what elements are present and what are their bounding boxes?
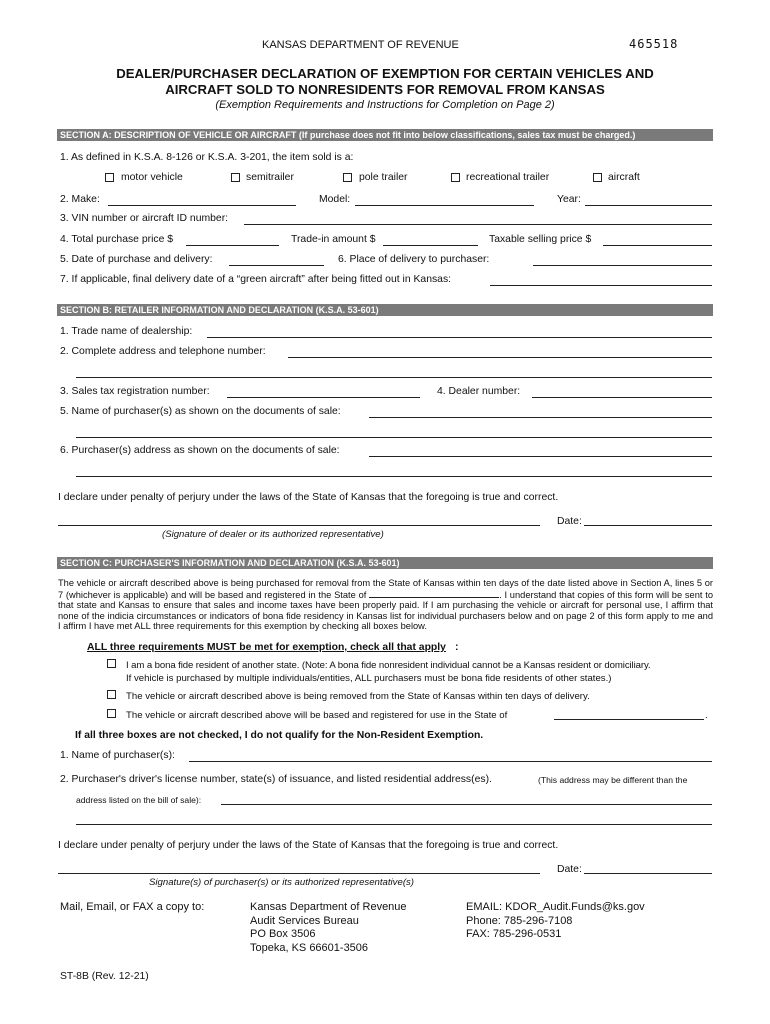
sales-tax-reg-label: 3. Sales tax registration number: bbox=[60, 386, 210, 397]
checkbox-semitrailer[interactable] bbox=[231, 173, 240, 182]
dealer-number-field[interactable] bbox=[532, 397, 712, 398]
requirements-colon: : bbox=[455, 642, 459, 653]
form-title-line1: DEALER/PURCHASER DECLARATION OF EXEMPTION FOR CERTAIN VEHICLES AND bbox=[116, 66, 654, 81]
form-title-line2: AIRCRAFT SOLD TO NONRESIDENTS FOR REMOVAL FROM KANSAS bbox=[165, 82, 605, 97]
purchaser-date-label: Date: bbox=[557, 864, 582, 875]
address-line: Audit Services Bureau bbox=[250, 914, 359, 927]
purchaser-address-field[interactable] bbox=[369, 456, 712, 457]
vin-field[interactable] bbox=[244, 224, 712, 225]
dealer-date-field[interactable] bbox=[584, 525, 712, 526]
section-a-heading: SECTION A: DESCRIPTION OF VEHICLE OR AIRCRAFT (If purchase does not fit into below classifications, sales tax must be charged.) bbox=[57, 129, 713, 141]
total-price-label: 4. Total purchase price $ bbox=[60, 234, 174, 245]
department-name: KANSAS DEPARTMENT OF REVENUE bbox=[262, 39, 459, 51]
license-note: (This address may be different than the bbox=[538, 775, 688, 785]
contact-phone: Phone: 785-296-7108 bbox=[466, 914, 573, 927]
total-price-field[interactable] bbox=[186, 245, 279, 246]
checkbox-bona-fide-resident[interactable] bbox=[107, 659, 116, 668]
section-a-q1: 1. As defined in K.S.A. 8-126 or K.S.A. 3-201, the item sold is a: bbox=[60, 152, 354, 163]
option-label: recreational trailer bbox=[466, 172, 550, 183]
purchaser-date-field[interactable] bbox=[584, 873, 712, 874]
requirement-3-state-field[interactable] bbox=[554, 719, 704, 720]
option-label: semitrailer bbox=[246, 172, 294, 183]
mail-contact bbox=[466, 901, 645, 942]
purchaser-signature-caption: Signature(s) of purchaser(s) or its authorized representative(s) bbox=[149, 877, 415, 888]
address-line: Kansas Department of Revenue bbox=[250, 901, 407, 913]
dealership-name-field[interactable] bbox=[207, 337, 712, 338]
license-note-cont: address listed on the bill of sale): bbox=[76, 795, 202, 805]
taxable-price-label: Taxable selling price $ bbox=[489, 234, 592, 245]
model-label: Model: bbox=[319, 194, 351, 205]
dealer-number-label: 4. Dealer number: bbox=[437, 386, 521, 397]
purchase-date-field[interactable] bbox=[229, 265, 324, 266]
registration-state-field[interactable] bbox=[369, 589, 499, 598]
requirement-3: The vehicle or aircraft described above will be based and registered for use in the State of bbox=[126, 710, 508, 721]
checkbox-aircraft[interactable] bbox=[593, 173, 602, 182]
address-line: Topeka, KS 66601-3506 bbox=[250, 941, 369, 954]
delivery-place-label: 6. Place of delivery to purchaser: bbox=[338, 254, 490, 265]
year-label: Year: bbox=[557, 194, 581, 205]
contact-fax: FAX: 785-296-0531 bbox=[466, 928, 562, 940]
make-field[interactable] bbox=[108, 205, 296, 206]
checkbox-removal-ten-days[interactable] bbox=[107, 690, 116, 699]
requirement-2: The vehicle or aircraft described above is being removed from the State of Kansas within ten days of delivery. bbox=[126, 691, 590, 702]
dealership-name-label: 1. Trade name of dealership: bbox=[60, 326, 193, 337]
trade-in-label: Trade-in amount $ bbox=[291, 234, 376, 245]
dealer-signature-field[interactable] bbox=[58, 525, 540, 526]
taxable-price-field[interactable] bbox=[603, 245, 712, 246]
trade-in-field[interactable] bbox=[383, 245, 478, 246]
make-label: 2. Make: bbox=[60, 194, 100, 205]
license-label: 2. Purchaser's driver's license number, state(s) of issuance, and listed residential address(es). bbox=[60, 774, 492, 785]
mail-label: Mail, Email, or FAX a copy to: bbox=[60, 901, 205, 913]
purchaser-address-field-2[interactable] bbox=[76, 476, 712, 477]
purchase-date-label: 5. Date of purchase and delivery: bbox=[60, 254, 213, 265]
requirement-3-period: . bbox=[705, 710, 708, 721]
sales-tax-reg-field[interactable] bbox=[227, 397, 420, 398]
option-label: aircraft bbox=[608, 172, 640, 183]
year-field[interactable] bbox=[585, 205, 712, 206]
requirements-heading: ALL three requirements MUST be met for exemption, check all that apply bbox=[87, 642, 446, 653]
purchaser-statement: The vehicle or aircraft described above is being purchased for removal from the State of Kansas within ten days of the date listed above in Section A, lines 5 or 7 (whichever is applicable) and will be based and registered in the State of . I understand that copies of this form will be sent to that state and Kansas to ensure that sales and income taxes have been properly paid. If I am purchasing the vehicle or aircraft for personal use, I affirm that none of the indicia circumstances or indicators of bona fide residency in Kansas list for individual purchasers below and on page 2 of this form apply to me and I affirm I have met ALL three requirements for this exemption by checking all boxes below. bbox=[58, 578, 713, 632]
form-revision: ST-8B (Rev. 12-21) bbox=[60, 971, 149, 982]
section-c-heading: SECTION C: PURCHASER'S INFORMATION AND DECLARATION (K.S.A. 53-601) bbox=[57, 557, 713, 569]
dealer-address-field[interactable] bbox=[288, 357, 712, 358]
vin-label: 3. VIN number or aircraft ID number: bbox=[60, 213, 229, 224]
dealer-signature-caption: (Signature of dealer or its authorized representative) bbox=[162, 529, 384, 540]
contact-email[interactable]: EMAIL: KDOR_Audit.Funds@ks.gov bbox=[466, 901, 645, 913]
delivery-place-field[interactable] bbox=[533, 265, 712, 266]
option-label: motor vehicle bbox=[121, 172, 183, 183]
purchaser-signature-field[interactable] bbox=[58, 873, 540, 874]
dealer-date-label: Date: bbox=[557, 516, 582, 527]
purchaser-declaration: I declare under penalty of perjury under the laws of the State of Kansas that the foregoing is true and correct. bbox=[58, 840, 559, 851]
option-label: pole trailer bbox=[359, 172, 408, 183]
form-code: 465518 bbox=[629, 37, 679, 51]
purchaser-names-label: 1. Name of purchaser(s): bbox=[60, 750, 175, 761]
requirement-1-line2: If vehicle is purchased by multiple individuals/entities, ALL purchasers must be bona fide residents of other states.) bbox=[126, 673, 612, 684]
purchaser-address-label: 6. Purchaser(s) address as shown on the documents of sale: bbox=[60, 445, 340, 456]
dealer-declaration: I declare under penalty of perjury under the laws of the State of Kansas that the foregoing is true and correct. bbox=[58, 492, 559, 503]
license-field-2[interactable] bbox=[76, 824, 712, 825]
section-b-heading: SECTION B: RETAILER INFORMATION AND DECLARATION (K.S.A. 53-601) bbox=[57, 304, 713, 316]
checkbox-pole-trailer[interactable] bbox=[343, 173, 352, 182]
dealer-address-label: 2. Complete address and telephone number: bbox=[60, 346, 266, 357]
requirement-1-line1: I am a bona fide resident of another state. (Note: A bona fide nonresident individual cannot be a Kansas resident or domiciliary. bbox=[126, 660, 651, 671]
mail-address bbox=[250, 901, 407, 955]
exemption-warning: If all three boxes are not checked, I do not qualify for the Non-Resident Exemption. bbox=[75, 730, 484, 741]
license-field[interactable] bbox=[221, 804, 712, 805]
model-field[interactable] bbox=[355, 205, 534, 206]
form-subtitle: (Exemption Requirements and Instructions for Completion on Page 2) bbox=[215, 99, 555, 111]
checkbox-registered-other-state[interactable] bbox=[107, 709, 116, 718]
checkbox-recreational-trailer[interactable] bbox=[451, 173, 460, 182]
purchaser-name-label: 5. Name of purchaser(s) as shown on the documents of sale: bbox=[60, 406, 341, 417]
dealer-address-field-2[interactable] bbox=[76, 377, 712, 378]
green-aircraft-label: 7. If applicable, final delivery date of a “green aircraft” after being fitted out in Kansas: bbox=[60, 274, 452, 285]
purchaser-name-field[interactable] bbox=[369, 417, 712, 418]
purchaser-names-field[interactable] bbox=[189, 761, 712, 762]
green-aircraft-field[interactable] bbox=[490, 285, 712, 286]
address-line: PO Box 3506 bbox=[250, 928, 316, 940]
checkbox-motor-vehicle[interactable] bbox=[105, 173, 114, 182]
purchaser-name-field-2[interactable] bbox=[76, 437, 712, 438]
